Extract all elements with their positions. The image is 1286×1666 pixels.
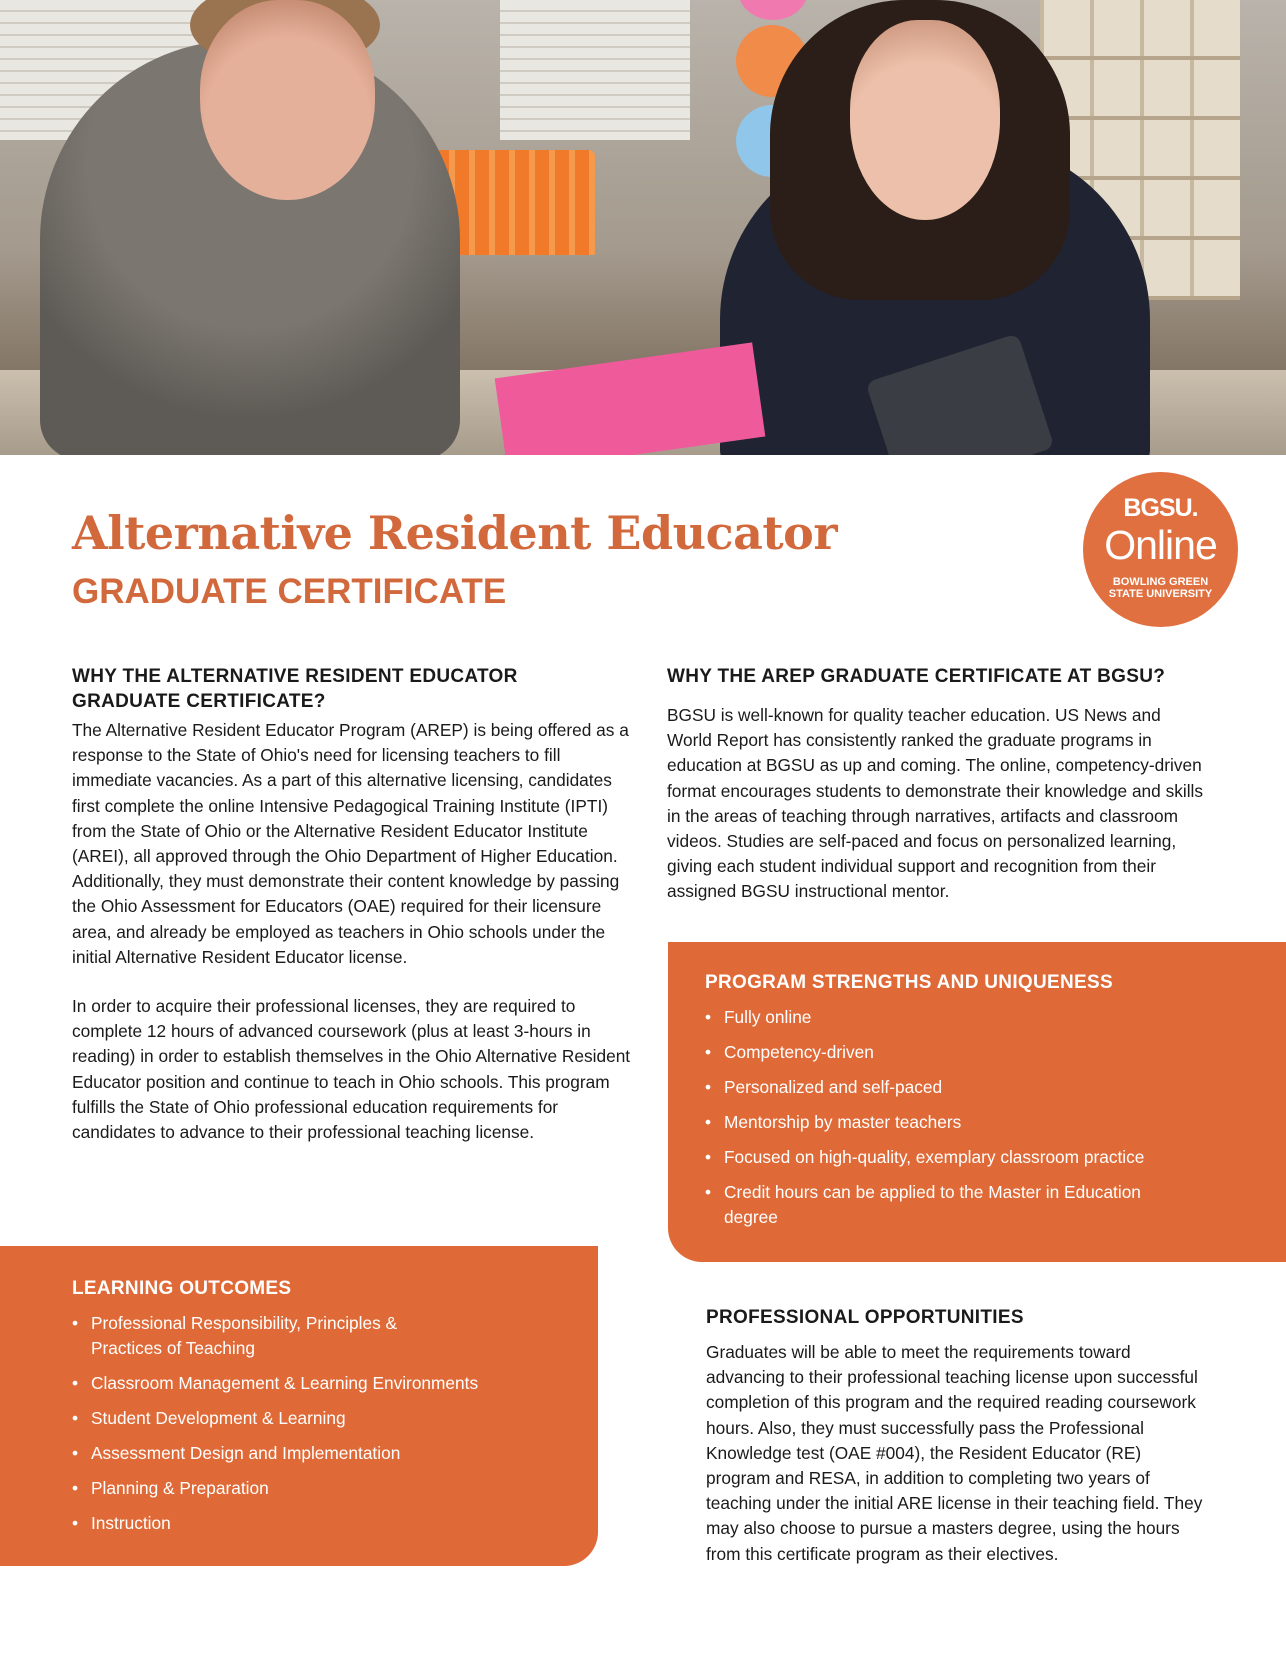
logo-university bbox=[1083, 576, 1238, 600]
outcomes-list bbox=[72, 1311, 478, 1536]
list-item: • Focused on high-quality, exemplary classroom practice bbox=[705, 1145, 1154, 1170]
strengths-heading: PROGRAM STRENGTHS AND UNIQUENESS bbox=[705, 972, 1113, 993]
learning-outcomes-box bbox=[0, 1246, 598, 1566]
list-item: • Instruction bbox=[72, 1511, 478, 1536]
pink-paper bbox=[495, 342, 766, 455]
program-strengths-box bbox=[668, 942, 1286, 1262]
list-item: • Student Development & Learning bbox=[72, 1406, 478, 1431]
opportunities-heading: PROFESSIONAL OPPORTUNITIES bbox=[706, 1307, 1024, 1328]
why-bgsu-heading: WHY THE AREP GRADUATE CERTIFICATE AT BGSU? bbox=[667, 666, 1166, 687]
why-bgsu-paragraph: BGSU is well-known for quality teacher education. US News and World Report has consistently ranked the graduate programs in education at BGSU as up and coming. The online, competency-driven format encourages students to demonstrate their knowledge and skills in the areas of teaching through narratives, artifacts and classroom videos. Studies are self-paced and focus on personalized learning, giving each student individual support and recognition from their assigned BGSU instructional mentor. bbox=[667, 705, 1204, 902]
logo-university-line1: BOWLING GREEN bbox=[1112, 576, 1209, 588]
list-item: • Mentorship by master teachers bbox=[705, 1110, 1154, 1135]
why-bgsu-section bbox=[667, 664, 1207, 905]
list-item: • Personalized and self-paced bbox=[705, 1075, 1154, 1100]
why-certificate-heading-line2: GRADUATE CERTIFICATE? bbox=[72, 691, 326, 712]
hero-photo bbox=[0, 0, 1286, 455]
page-subtitle: GRADUATE CERTIFICATE bbox=[72, 572, 507, 611]
outcomes-heading: LEARNING OUTCOMES bbox=[72, 1278, 292, 1299]
logo-university-line2: STATE UNIVERSITY bbox=[1108, 588, 1213, 600]
why-certificate-paragraph-1: The Alternative Resident Educator Program (AREP) is being offered as a response to the State of Ohio's need for licensing teachers to fill immediate vacancies. As a part of this alternative licensing, candidates first complete the online Intensive Pedagogical Training Institute (IPTI) from the State of Ohio or the Alternative Resident Educator Institute (AREI), all approved through the Ohio Department of Higher Education. Additionally, they must demonstrate their content knowledge by passing the Ohio Assessment for Educators (OAE) required for their licensure area, and already be employed as teachers in Ohio schools under the initial Alternative Resident Educator license. bbox=[72, 720, 629, 967]
list-item: • Fully online bbox=[705, 1005, 1154, 1030]
logo-bgsu: BGSU. bbox=[1123, 494, 1198, 522]
wall-decoration bbox=[738, 0, 808, 20]
why-certificate-heading bbox=[72, 664, 632, 714]
list-item: • Planning & Preparation bbox=[72, 1476, 478, 1501]
person-right-head bbox=[850, 20, 1000, 220]
list-item: • Professional Responsibility, Principles & Practices of Teaching bbox=[72, 1311, 431, 1361]
list-item: • Credit hours can be applied to the Master in Education degree bbox=[705, 1180, 1154, 1230]
strengths-list bbox=[705, 1005, 1154, 1230]
bgsu-online-logo bbox=[1083, 472, 1238, 627]
logo-online: Online bbox=[1104, 522, 1217, 568]
why-certificate-heading-line1: WHY THE ALTERNATIVE RESIDENT EDUCATOR bbox=[72, 666, 518, 687]
why-certificate-paragraph-2: In order to acquire their professional licenses, they are required to complete 12 hours of advanced coursework (plus at least 3-hours in reading) in order to establish themselves in the Ohio Alternative Resident Educator position and continue to teach in Ohio schools. This program fulfills the State of Ohio professional education requirements for candidates to advance to their professional teaching license. bbox=[72, 996, 631, 1143]
professional-opportunities-section bbox=[706, 1305, 1206, 1567]
why-certificate-section bbox=[72, 664, 632, 1145]
opportunities-paragraph: Graduates will be able to meet the requirements toward advancing to their professional teaching license upon successful completion of this program and the required reading coursework hours. Also, they must successfully pass the Professional Knowledge test (OAE #004), the Resident Educator (RE) program and RESA, in addition to completing two years of teaching under the initial ARE license in their teaching field. They may also choose to pursue a masters degree, using the hours from this certificate program as their electives. bbox=[706, 1342, 1203, 1564]
page-title: Alternative Resident Educator bbox=[72, 506, 838, 560]
window-blinds bbox=[500, 0, 690, 140]
list-item: • Classroom Management & Learning Environments bbox=[72, 1371, 478, 1396]
list-item: • Assessment Design and Implementation bbox=[72, 1441, 478, 1466]
person-left-head bbox=[200, 0, 375, 200]
list-item: • Competency-driven bbox=[705, 1040, 1154, 1065]
